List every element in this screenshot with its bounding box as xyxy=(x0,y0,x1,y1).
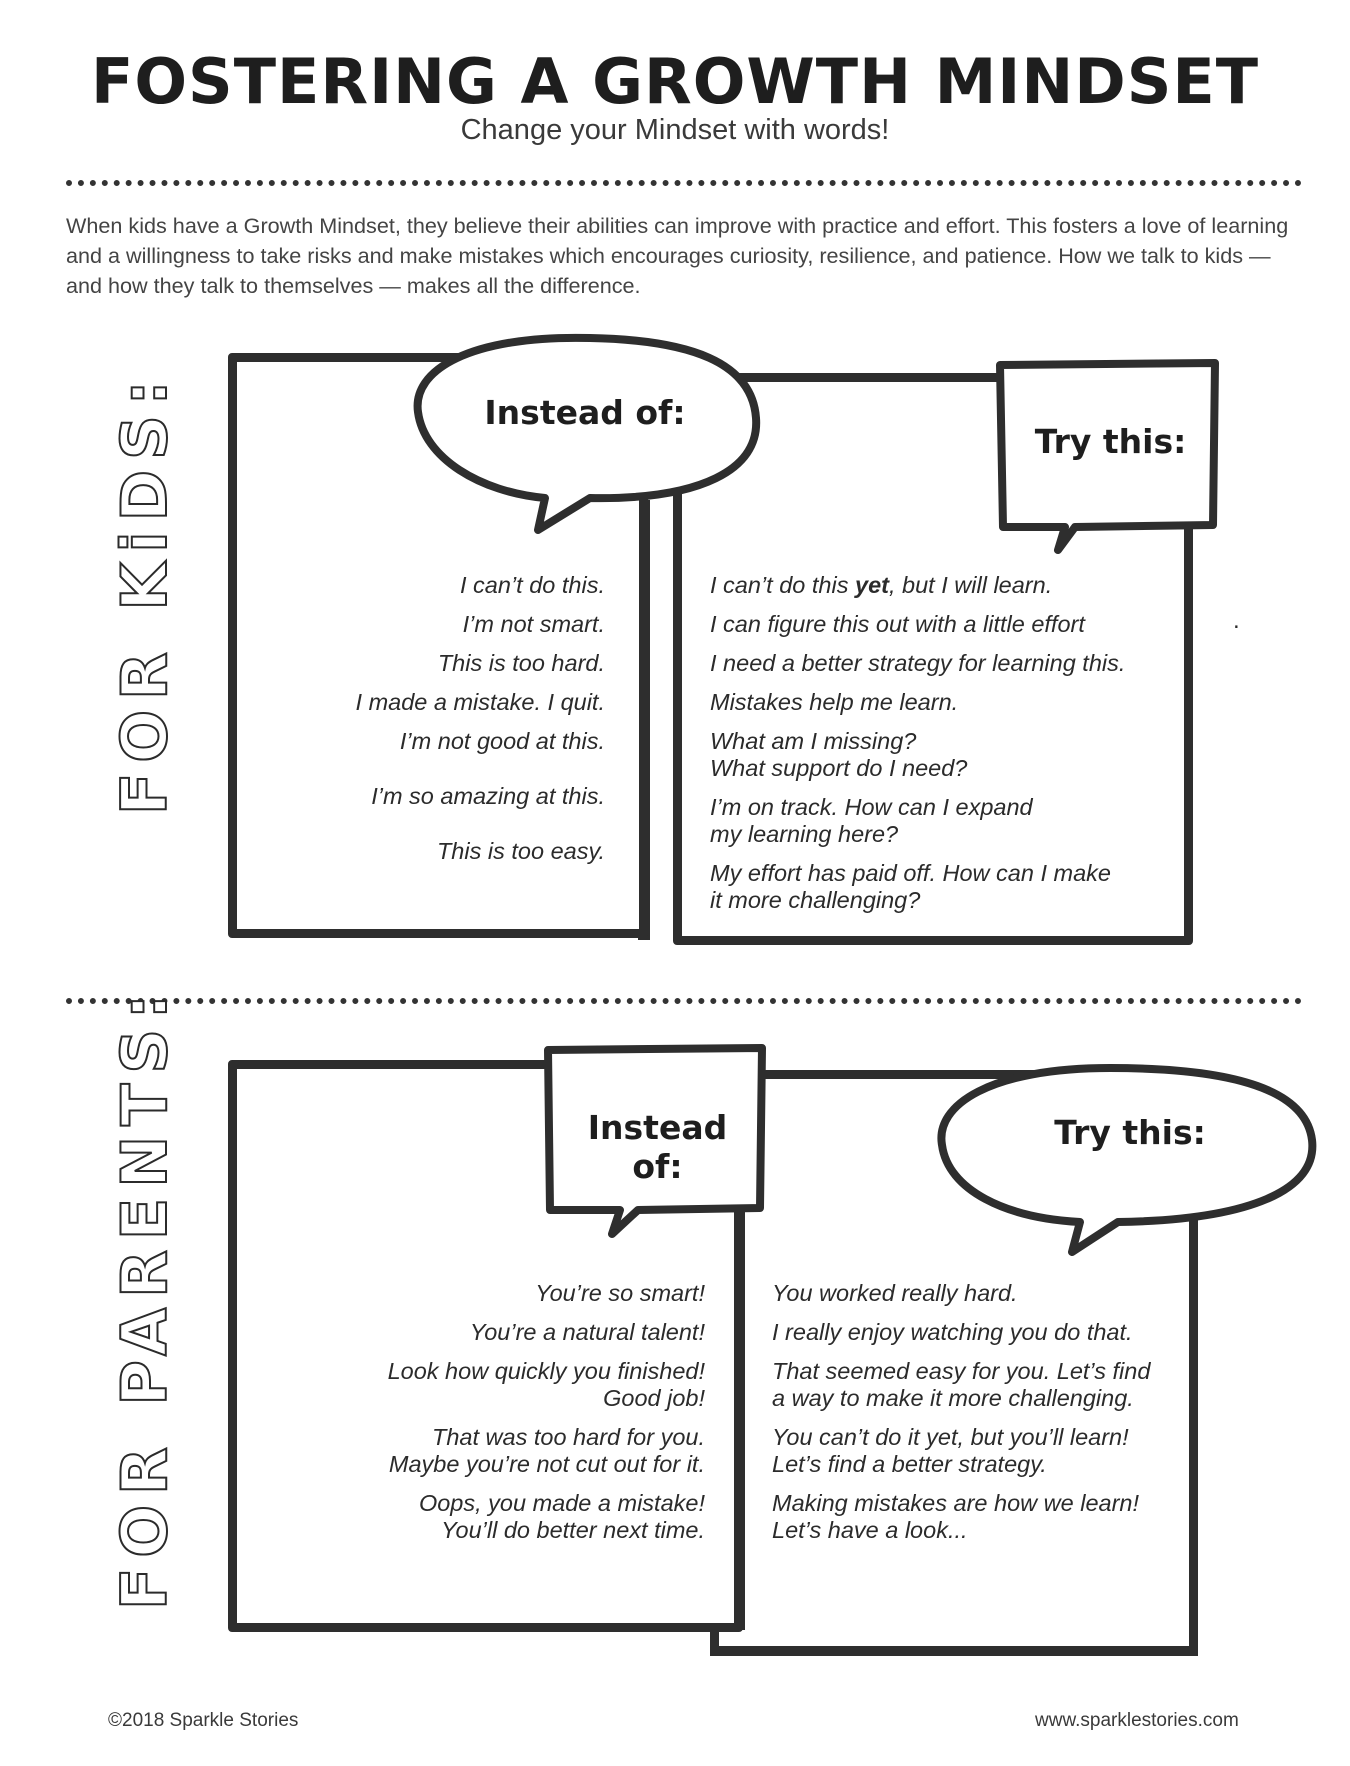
list-item: I’m so amazing at this. xyxy=(371,783,605,809)
list-item: I’m not smart. xyxy=(462,611,605,637)
list-item: My effort has paid off. How can I make it more challenging? xyxy=(710,860,1111,913)
list-item: What am I missing? What support do I need? xyxy=(710,728,968,781)
list-item: You’re a natural talent! xyxy=(469,1319,705,1345)
list-item: This is too easy. xyxy=(436,838,605,864)
parents-try-list xyxy=(772,1280,1192,1556)
list-item: I can’t do this. xyxy=(460,572,605,598)
list-item: I made a mistake. I quit. xyxy=(355,689,605,715)
list-item: You worked really hard. xyxy=(772,1280,1018,1306)
stray-mark: . xyxy=(1233,607,1240,634)
kids-instead-label: Instead of: xyxy=(484,393,686,432)
list-item: This is too hard. xyxy=(437,650,605,676)
page-title: FOSTERING A GROWTH MINDSET xyxy=(90,45,1259,118)
list-item: You’re so smart! xyxy=(535,1280,705,1306)
list-item: You can’t do it yet, but you’ll learn! Let’s find a better strategy. xyxy=(772,1424,1129,1477)
list-item: That was too hard for you. Maybe you’re not cut out for it. xyxy=(388,1424,705,1477)
parents-instead-list xyxy=(300,1280,705,1556)
list-item: I can’t do this yet, but I will learn. xyxy=(710,572,1053,598)
list-item: I’m on track. How can I expand my learning here? xyxy=(710,794,1033,847)
list-item: Oops, you made a mistake! You’ll do better next time. xyxy=(418,1490,705,1543)
list-item: Look how quickly you finished! Good job! xyxy=(387,1358,705,1411)
footer-website-link[interactable]: www.sparklestories.com xyxy=(1035,1710,1239,1731)
list-item: Mistakes help me learn. xyxy=(710,689,959,715)
for-kids-label: FOR KiDS: xyxy=(108,370,181,815)
page-subtitle: Change your Mindset with words! xyxy=(460,114,890,146)
list-item: Making mistakes are how we learn! Let’s have a look... xyxy=(772,1490,1140,1543)
intro-paragraph: When kids have a Growth Mindset, they believe their abilities can improve with practice and effort. This fosters a love of learning and a willingness to take risks and make mistakes which encourages curiosity, resilience, and patience. How we talk to kids — and how they talk to themselves — makes all the difference. xyxy=(66,213,1289,298)
footer-copyright: ©2018 Sparkle Stories xyxy=(108,1710,299,1731)
kids-try-label: Try this: xyxy=(1034,422,1187,461)
list-item: I can figure this out with a little effort xyxy=(710,611,1085,637)
for-parents-label: FOR PARENTS: xyxy=(108,984,181,1610)
parents-try-label: Try this: xyxy=(1054,1113,1206,1152)
list-item: I’m not good at this. xyxy=(399,728,605,754)
list-item: I really enjoy watching you do that. xyxy=(772,1319,1133,1345)
list-item: That seemed easy for you. Let’s find a way to make it more challenging. xyxy=(772,1358,1151,1411)
list-item: I need a better strategy for learning this. xyxy=(710,650,1126,676)
parents-instead-label: Instead of: xyxy=(587,1108,728,1186)
